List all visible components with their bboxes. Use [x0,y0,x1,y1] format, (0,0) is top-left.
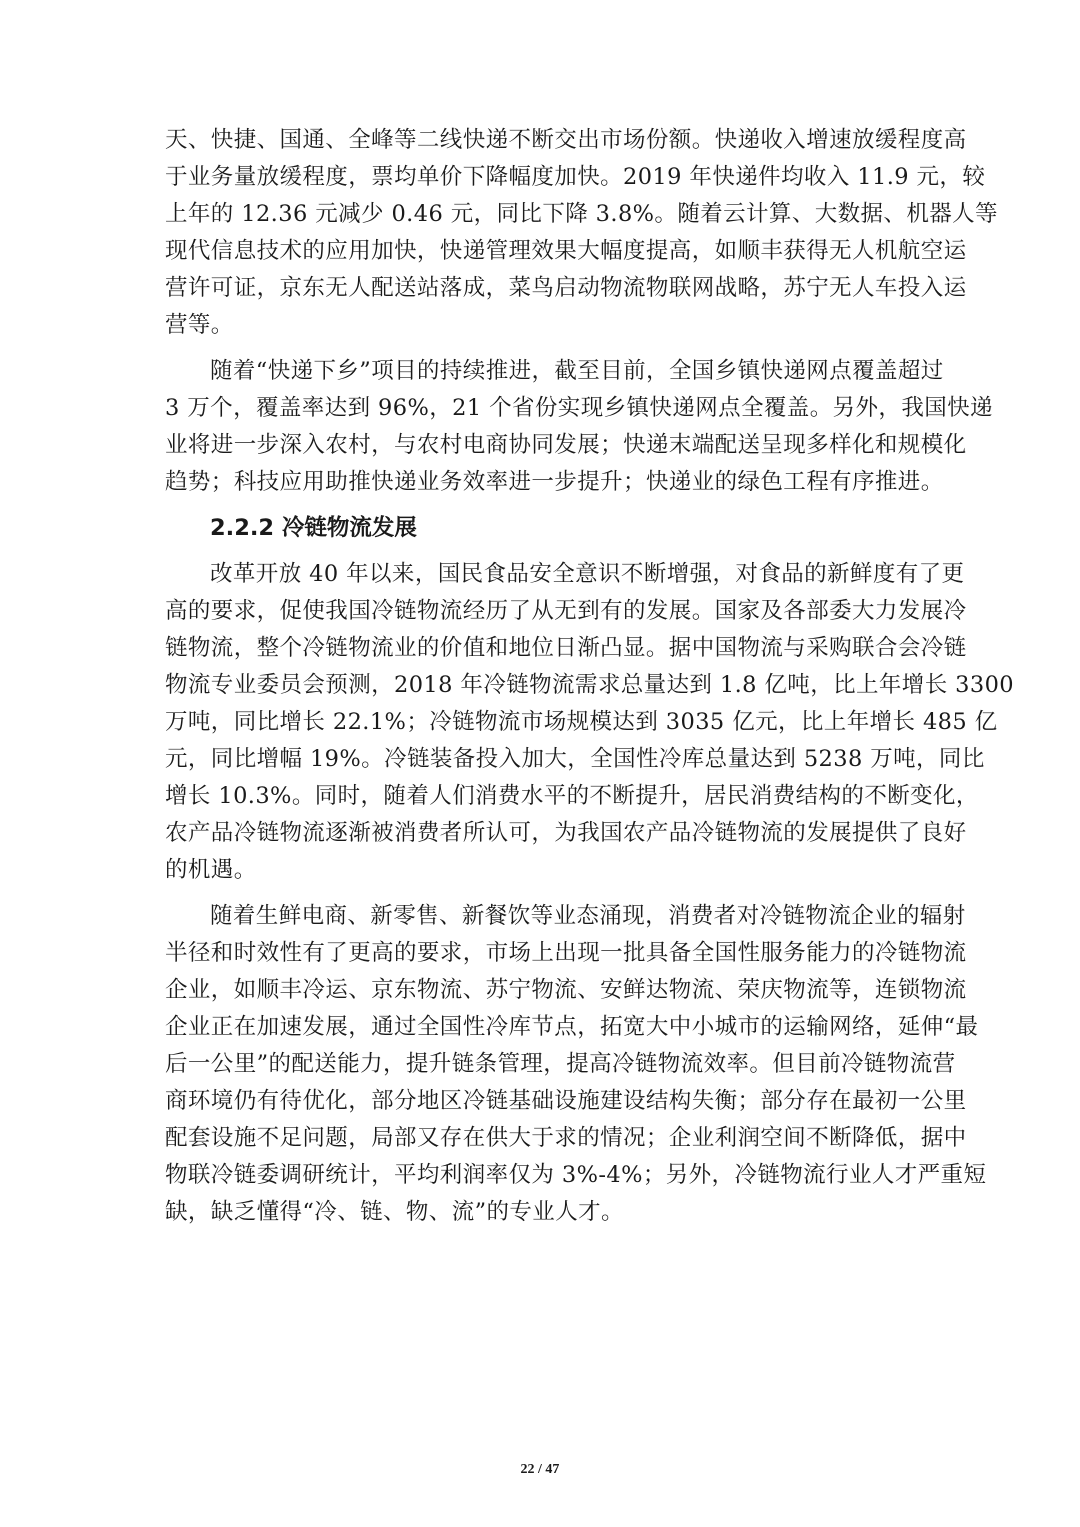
text-line: 物流专业委员会预测，2018 年冷链物流需求总量达到 1.8 亿吨，比上年增长 3300 [165,672,1015,698]
text-line: 万吨，同比增长 22.1%；冷链物流市场规模达到 3035 亿元，比上年增长 485 亿 [165,709,998,735]
text-line: 改革开放 40 年以来，国民食品安全意识不断增强，对食品的新鲜度有了更 [210,561,965,587]
text-line: 后一公里”的配送能力，提升链条管理，提高冷链物流效率。但目前冷链物流营 [165,1051,956,1077]
section-heading: 2.2.2 冷链物流发展 [210,515,417,541]
paragraph-cold-chain-overview [165,556,1015,889]
paragraph-cold-chain-enterprises [165,898,987,1231]
text-line: 物联冷链委调研统计，平均利润率仅为 3%-4%；另外，冷链物流行业人才严重短 [165,1162,987,1188]
text-line: 农产品冷链物流逐渐被消费者所认可，为我国农产品冷链物流的发展提供了良好 [165,820,967,846]
text-line: 商环境仍有待优化，部分地区冷链基础设施建设结构失衡；部分存在最初一公里 [165,1088,967,1114]
text-line: 缺，缺乏懂得“冷、链、物、流”的专业人才。 [165,1199,624,1225]
text-line: 现代信息技术的应用加快，快递管理效果大幅度提高，如顺丰获得无人机航空运 [165,238,967,264]
text-line: 于业务量放缓程度，票均单价下降幅度加快。2019 年快递件均收入 11.9 元，较 [165,164,986,190]
paragraph-express-delivery-market [165,122,998,344]
text-line: 趋势；科技应用助推快递业务效率进一步提升；快递业的绿色工程有序推进。 [165,469,944,495]
page-number: 22 / 47 [520,1462,560,1477]
paragraph-rural-delivery [165,353,993,501]
text-line: 随着“快递下乡”项目的持续推进，截至目前，全国乡镇快递网点覆盖超过 [210,358,944,384]
text-line: 随着生鲜电商、新零售、新餐饮等业态涌现，消费者对冷链物流企业的辐射 [210,903,966,929]
text-line: 的机遇。 [165,857,257,883]
text-line: 业将进一步深入农村，与农村电商协同发展；快递末端配送呈现多样化和规模化 [165,432,967,458]
document-body [165,122,1015,1240]
text-line: 企业，如顺丰冷运、京东物流、苏宁物流、安鲜达物流、荣庆物流等，连锁物流 [165,977,967,1003]
text-line: 高的要求，促使我国冷链物流经历了从无到有的发展。国家及各部委大力发展冷 [165,598,967,624]
text-line: 增长 10.3%。同时，随着人们消费水平的不断提升，居民消费结构的不断变化， [165,783,979,809]
text-line: 企业正在加速发展，通过全国性冷库节点，拓宽大中小城市的运输网络，延伸“最 [165,1014,979,1040]
text-line: 营许可证，京东无人配送站落成，菜鸟启动物流物联网战略，苏宁无人车投入运 [165,275,967,301]
text-line: 配套设施不足问题，局部又存在供大于求的情况；企业利润空间不断降低，据中 [165,1125,967,1151]
text-line: 上年的 12.36 元减少 0.46 元，同比下降 3.8%。随着云计算、大数据、机器人等 [165,201,998,227]
text-line: 3 万个，覆盖率达到 96%，21 个省份实现乡镇快递网点全覆盖。另外，我国快递 [165,395,993,421]
text-line: 链物流，整个冷链物流业的价值和地位日渐凸显。据中国物流与采购联合会冷链 [165,635,967,661]
text-line: 半径和时效性有了更高的要求，市场上出现一批具备全国性服务能力的冷链物流 [165,940,967,966]
text-line: 元，同比增幅 19%。冷链装备投入加大，全国性冷库总量达到 5238 万吨，同比 [165,746,985,772]
text-line: 天、快捷、国通、全峰等二线快递不断交出市场份额。快递收入增速放缓程度高 [165,127,967,153]
text-line: 营等。 [165,312,234,338]
